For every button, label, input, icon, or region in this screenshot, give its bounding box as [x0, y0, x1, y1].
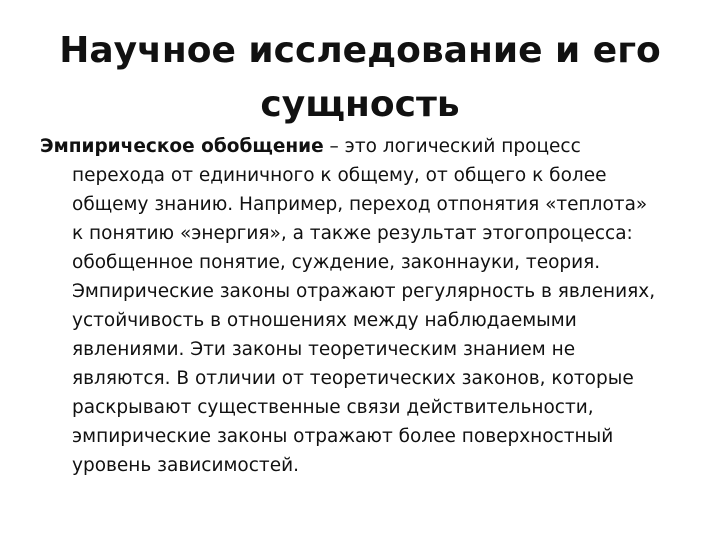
title-line-2: сущность — [260, 84, 460, 125]
body-line-4: к понятию «энергия», а также результат этогопроцесса: — [72, 223, 633, 244]
body-line-12: уровень зависимостей. — [72, 455, 299, 476]
body-line-2: перехода от единичного к общему, от общего к более — [72, 165, 607, 186]
body-line-3: общему знанию. Например, переход отпонятия «теплота» — [72, 194, 648, 215]
title-line-1: Научное исследование и его — [59, 30, 661, 71]
body-line-8: явлениями. Эти законы теоретическим знанием не — [72, 339, 576, 360]
body-line-1 — [40, 132, 680, 161]
body-line-11: эмпирические законы отражают более поверхностный — [72, 426, 614, 447]
definition-start: – это логический процесс — [323, 136, 581, 157]
body-line-7: устойчивость в отношениях между наблюдаемыми — [72, 310, 577, 331]
body-line-6: Эмпирические законы отражают регулярность в явлениях, — [72, 281, 656, 302]
body-line-10: раскрывают существенные связи действительности, — [72, 397, 594, 418]
term-empirical-generalization: Эмпирическое обобщение — [40, 136, 324, 157]
body-line-9: являются. В отличии от теоретических законов, которые — [72, 368, 634, 389]
slide-title — [40, 24, 680, 132]
body-line-5: обобщенное понятие, суждение, законнауки, теория. — [72, 252, 601, 273]
slide-body-text — [40, 132, 680, 480]
